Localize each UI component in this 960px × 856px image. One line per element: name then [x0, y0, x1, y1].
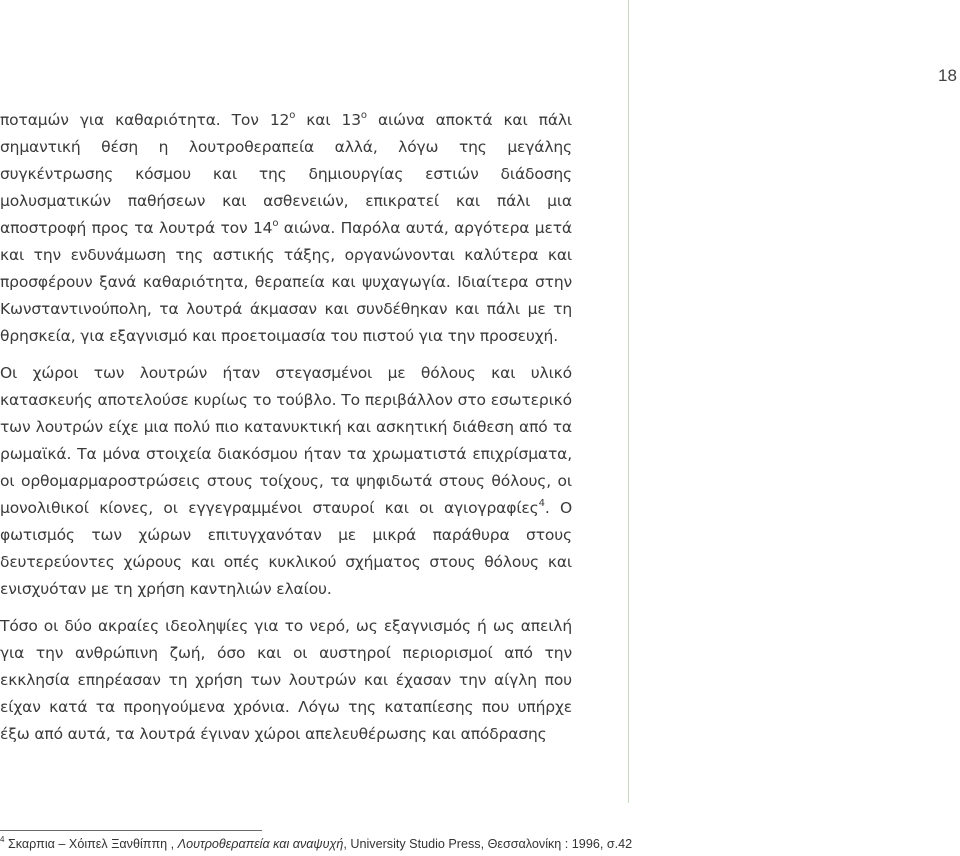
superscript-o: ο	[272, 217, 279, 229]
footnote-marker: 4	[0, 834, 5, 844]
paragraph-3-text: Τόσο οι δύο ακραίες ιδεοληψίες για το νερό, ως εξαγνισμός ή ως απειλή για την ανθρώπινη ζωή, όσο και οι αυστηροί περιορισμοί από την εκκλησία επηρέασαν τη χρήση των λουτρών και έχασαν την αίγλη που είχαν κατά τα προηγούμενα χρόνια. Λόγω της καταπίεσης που υπήρχε έξω από αυτά, τα λουτρά έγιναν χώροι απελευθέρωσης και απόδρασης	[0, 617, 572, 743]
paragraph-1-text-d: αιώνα. Παρόλα αυτά, αργότερα μετά και την ενδυνάμωση της αστικής τάξης, οργανώνονται καλύτερα και προσφέρουν ξανά καθαριότητα, θεραπεία και ψυχαγωγία. Ιδιαίτερα στην Κωνσταντινούπολη, τα λουτρά άκμασαν και συνδέθηκαν και πάλι με τη θρησκεία, για εξαγνισμό και προετοιμασία του πιστού για την προσευχή.	[0, 219, 572, 345]
margin-rule	[628, 0, 629, 803]
paragraph-2-text-b: . Ο φωτισμός των χώρων επιτυγχανόταν με μικρά παράθυρα στους δευτερεύοντες χώρους και οπές κυκλικού σχήματος στους θόλους και ενισχυόταν με τη χρήση καντηλιών ελαίου.	[0, 499, 572, 598]
paragraph-1-text-c: αιώνα αποκτά και πάλι σημαντική θέση η λουτροθεραπεία αλλά, λόγω της μεγάλης συγκέντρωσης κόσμου και της δημιουργίας εστιών διάδοσης μολυσματικών παθήσεων και ασθενειών, επικρατεί και πάλι μια αποστροφή προς τα λουτρά τον 14	[0, 111, 573, 237]
superscript-o: ο	[289, 109, 296, 121]
superscript-o: ο	[360, 109, 367, 121]
paragraph-3	[0, 613, 572, 748]
footnote-title: Λουτροθεραπεία και αναψυχή	[177, 837, 344, 851]
paragraph-1-text-a: ποταμών για καθαριότητα. Τον 12	[0, 111, 290, 129]
paragraph-1	[0, 107, 572, 350]
footnote-author: Σκαρπια – Χόιπελ Ξανθίππη ,	[4, 837, 178, 851]
paragraph-1-text-b: και 13	[295, 111, 361, 129]
body-text	[0, 107, 572, 748]
footnote	[0, 836, 632, 852]
paragraph-2	[0, 360, 572, 603]
footnote-publication: , University Studio Press, Θεσσαλονίκη : 1996, σ.42	[343, 837, 633, 851]
page-number: 18	[938, 66, 957, 85]
footnote-separator	[0, 830, 262, 831]
footnote-reference: 4	[538, 497, 545, 509]
paragraph-2-text-a: Οι χώροι των λουτρών ήταν στεγασμένοι με θόλους και υλικό κατασκευής αποτελούσε κυρίως το τούβλο. Το περιβάλλον στο εσωτερικό των λουτρών είχε μια πολύ πιο κατανυκτική και ασκητική διάθεση από τα ρωμαϊκά. Τα μόνα στοιχεία διακόσμου ήταν τα χρωματιστά επιχρίσματα, οι ορθομαρμαροστρώσεις στους τοίχους, τα ψηφιδωτά στους θόλους, οι μονολιθικοί κίονες, οι εγγεγραμμένοι σταυροί και οι αγιογραφίες	[0, 364, 572, 517]
